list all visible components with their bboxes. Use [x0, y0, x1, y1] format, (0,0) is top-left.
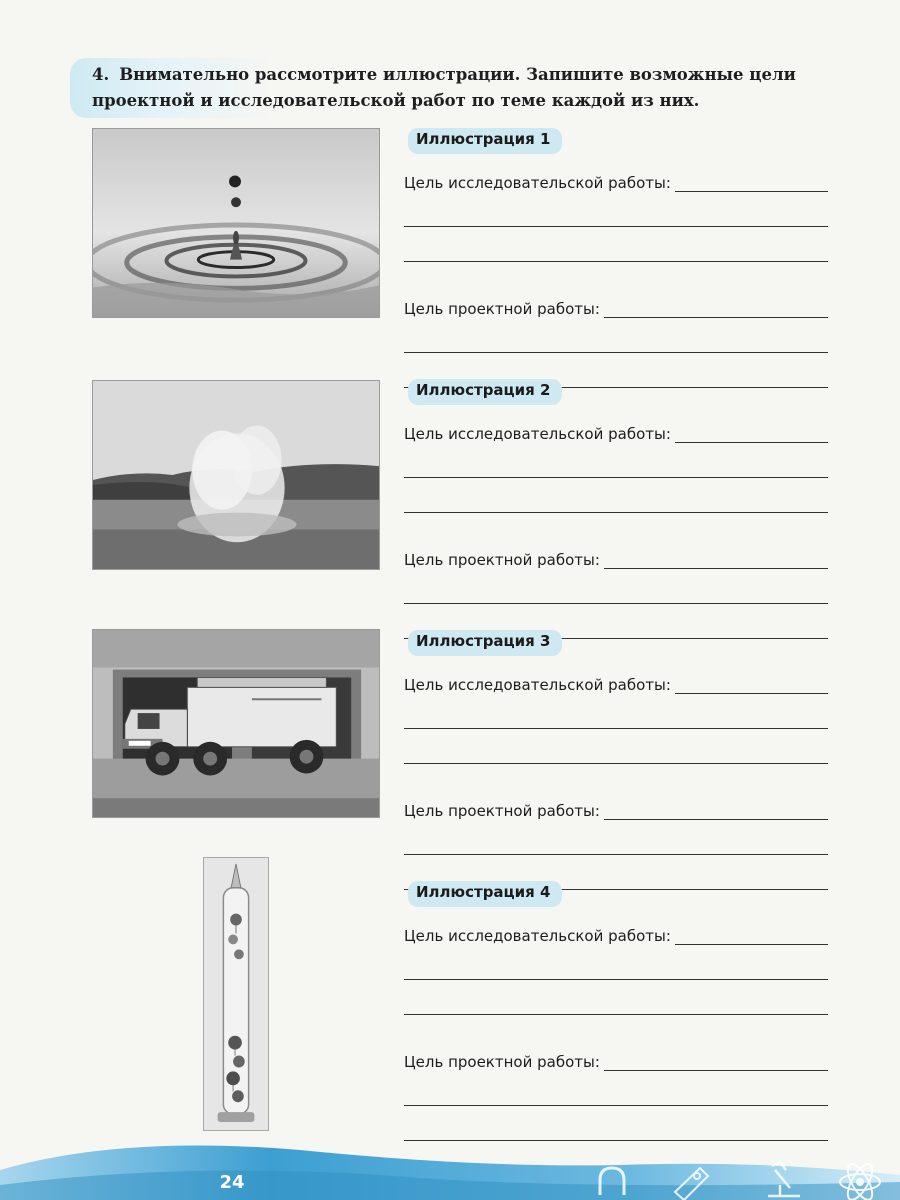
- research-goal-line[interactable]: [404, 419, 828, 443]
- answer-line[interactable]: [404, 443, 828, 478]
- illustration-2-title: Иллюстрация 2: [408, 379, 562, 405]
- illustration-3-block: [404, 630, 828, 890]
- illustration-4-block: [404, 881, 828, 1141]
- illustration-1-block: [404, 128, 828, 388]
- illustration-2-photo-geyser: [92, 380, 380, 570]
- answer-line[interactable]: [404, 478, 828, 513]
- research-goal-label: Цель исследовательской работы:: [404, 174, 671, 192]
- answer-line[interactable]: [404, 569, 828, 604]
- task-heading: [70, 58, 840, 118]
- answer-line[interactable]: [404, 980, 828, 1015]
- answer-line[interactable]: [675, 927, 828, 945]
- illustration-4-title: Иллюстрация 4: [408, 881, 562, 907]
- task-number: 4.: [92, 65, 110, 84]
- answer-line[interactable]: [675, 425, 828, 443]
- research-goal-label: Цель исследовательской работы:: [404, 927, 671, 945]
- project-goal-line[interactable]: [404, 294, 828, 318]
- answer-line[interactable]: [404, 227, 828, 262]
- answer-line[interactable]: [404, 192, 828, 227]
- project-goal-line[interactable]: [404, 796, 828, 820]
- answer-line[interactable]: [404, 729, 828, 764]
- project-goal-label: Цель проектной работы:: [404, 551, 600, 569]
- project-goal-label: Цель проектной работы:: [404, 802, 600, 820]
- research-goal-line[interactable]: [404, 168, 828, 192]
- answer-line[interactable]: [404, 1071, 828, 1106]
- illustration-2-block: [404, 379, 828, 639]
- answer-line[interactable]: [604, 300, 828, 318]
- footer-wave: [0, 1130, 900, 1200]
- project-goal-line[interactable]: [404, 1047, 828, 1071]
- task-text: Внимательно рассмотрите иллюстрации. Запишите возможные цели проектной и исследовательской работ по теме каждой из них.: [92, 65, 796, 110]
- answer-line[interactable]: [604, 551, 828, 569]
- research-goal-label: Цель исследовательской работы:: [404, 676, 671, 694]
- project-goal-label: Цель проектной работы:: [404, 300, 600, 318]
- research-goal-label: Цель исследовательской работы:: [404, 425, 671, 443]
- research-goal-line[interactable]: [404, 670, 828, 694]
- answer-line[interactable]: [404, 318, 828, 353]
- project-goal-label: Цель проектной работы:: [404, 1053, 600, 1071]
- illustration-4-photo-galileo-thermometer: [203, 857, 269, 1131]
- answer-line[interactable]: [404, 945, 828, 980]
- illustration-3-title: Иллюстрация 3: [408, 630, 562, 656]
- answer-line[interactable]: [404, 820, 828, 855]
- illustration-1-title: Иллюстрация 1: [408, 128, 562, 154]
- page-number: 24: [219, 1172, 245, 1193]
- answer-line[interactable]: [604, 802, 828, 820]
- illustration-1-photo-water-drop: [92, 128, 380, 318]
- research-goal-line[interactable]: [404, 921, 828, 945]
- illustration-3-photo-fire-truck: [92, 629, 380, 818]
- answer-line[interactable]: [675, 174, 828, 192]
- answer-line[interactable]: [404, 694, 828, 729]
- answer-line[interactable]: [675, 676, 828, 694]
- answer-line[interactable]: [604, 1053, 828, 1071]
- project-goal-line[interactable]: [404, 545, 828, 569]
